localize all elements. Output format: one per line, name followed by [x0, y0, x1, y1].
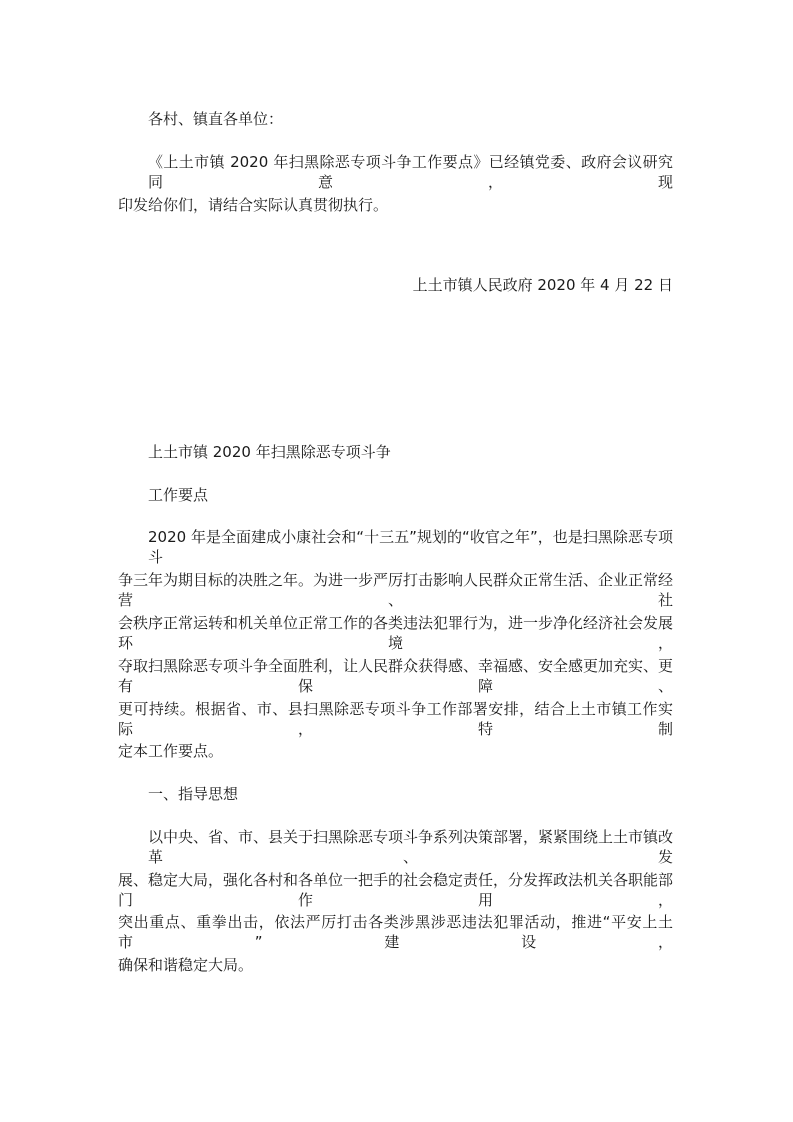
- section-body-line: 以中央、省、市、县关于扫黑除恶专项斗争系列决策部署，紧紧围绕上土市镇改革、发: [148, 828, 674, 866]
- intro-line: 更可持续。根据省、市、县扫黑除恶专项斗争工作部署安排，结合上土市镇工作实际，特制: [118, 700, 673, 738]
- intro-line: 定本工作要点。: [118, 742, 224, 760]
- section-body-line: 展、稳定大局，强化各村和各单位一把手的社会稳定责任，分发挥政法机关各职能部门作用，: [118, 871, 674, 909]
- section-body-line: 突出重点、重拳出击，依法严厉打击各类涉黑涉恶违法犯罪活动，推进“平安上土市”建设，: [118, 913, 673, 951]
- notice-body-line-1: 《上土市镇 2020 年扫黑除恶专项斗争工作要点》已经镇党委、政府会议研究同意，现: [148, 153, 673, 191]
- intro-line: 2020 年是全面建成小康社会和“十三五”规划的“收官之年”，也是扫黑除恶专项斗: [148, 528, 673, 566]
- section-heading: 一、指导思想: [148, 785, 239, 803]
- section-body-line: 确保和谐稳定大局。: [118, 956, 254, 974]
- notice-body-line-2: 印发给你们，请结合实际认真贯彻执行。: [118, 196, 389, 214]
- signature: 上土市镇人民政府 2020 年 4 月 22 日: [412, 276, 673, 294]
- salutation: 各村、镇直各单位：: [148, 110, 284, 128]
- intro-line: 会秩序正常运转和机关单位正常工作的各类违法犯罪行为，进一步净化经济社会发展环境，: [118, 614, 674, 652]
- document-title-line-2: 工作要点: [148, 486, 209, 504]
- intro-line: 夺取扫黑除恶专项斗争全面胜利，让人民群众获得感、幸福感、安全感更加充实、更有保障、: [118, 657, 674, 695]
- intro-line: 争三年为期目标的决胜之年。为进一步严厉打击影响人民群众正常生活、企业正常经营、社: [118, 571, 674, 609]
- document-title-line-1: 上土市镇 2020 年扫黑除恶专项斗争: [148, 443, 391, 461]
